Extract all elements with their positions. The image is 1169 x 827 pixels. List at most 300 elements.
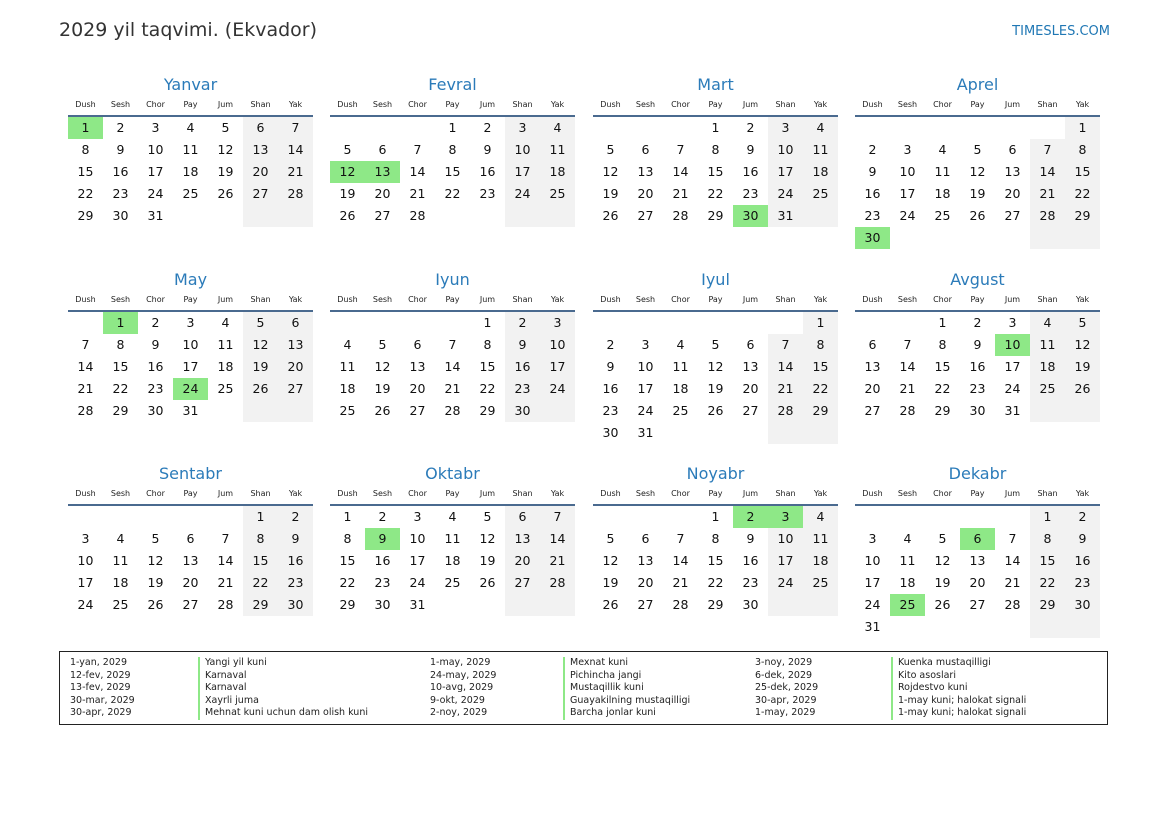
day-cell: 23 <box>479 186 496 201</box>
day-cell: 22 <box>803 378 838 400</box>
day-cell: 4 <box>540 117 575 139</box>
holiday-day-cell: 2 <box>733 506 768 528</box>
empty-cell <box>995 616 1030 638</box>
weekday-header <box>68 97 313 117</box>
empty-cell <box>68 506 103 528</box>
day-cell: 23 <box>969 381 986 396</box>
day-cell: 15 <box>707 553 724 568</box>
day-cell: 10 <box>540 334 575 356</box>
month-name: Oktabr <box>425 464 480 483</box>
legend-holiday-name: Xayrli juma <box>205 694 259 706</box>
empty-cell <box>925 117 960 139</box>
day-cell: 19 <box>479 553 496 568</box>
day-cell: 13 <box>278 334 313 356</box>
day-cell: 25 <box>1030 378 1065 400</box>
day-cell: 11 <box>899 553 916 568</box>
day-cell: 27 <box>742 403 759 418</box>
empty-cell <box>768 312 803 334</box>
weekday-label: Jum <box>479 489 496 498</box>
legend-holiday-name: 1-may kuni; halokat signali <box>898 707 1027 718</box>
day-cell: 30 <box>969 403 986 418</box>
day-cell: 25 <box>540 183 575 205</box>
empty-cell <box>663 312 698 334</box>
month-aprel <box>855 74 1100 249</box>
day-cell: 25 <box>803 572 838 594</box>
weekday-header <box>68 486 313 506</box>
day-cell: 30 <box>505 400 540 422</box>
day-cell: 9 <box>973 337 982 352</box>
empty-cell <box>960 616 995 638</box>
day-cell: 24 <box>768 183 803 205</box>
weekday-label: Jum <box>742 100 759 109</box>
day-cell: 13 <box>969 553 986 568</box>
day-cell: 8 <box>116 337 125 352</box>
day-cell: 19 <box>374 381 391 396</box>
day-cell: 4 <box>221 315 230 330</box>
day-cell: 31 <box>637 425 654 440</box>
weekday-label: Yak <box>288 489 303 498</box>
month-mart <box>593 74 838 227</box>
day-cell: 24 <box>637 403 654 418</box>
weekday-label: Dush <box>337 295 358 304</box>
empty-cell <box>628 312 663 334</box>
holiday-day-cell: 30 <box>855 227 890 249</box>
day-cell: 2 <box>746 120 755 135</box>
weekday-label: Yak <box>1075 489 1090 498</box>
day-cell: 16 <box>374 553 391 568</box>
weekday-label: Jum <box>1004 100 1021 109</box>
legend-holiday-name: Barcha jonlar kuni <box>570 707 656 718</box>
day-cell: 29 <box>1065 205 1100 227</box>
day-cell: 12 <box>479 531 496 546</box>
weekday-label: Jum <box>479 100 496 109</box>
day-cell: 18 <box>182 164 199 179</box>
day-cell: 28 <box>1030 205 1065 227</box>
day-cell: 14 <box>672 164 689 179</box>
holiday-day-cell: 24 <box>173 378 208 400</box>
weekday-label: Pay <box>183 489 198 498</box>
weekday-label: Sesh <box>372 489 393 498</box>
day-cell: 28 <box>768 400 803 422</box>
day-cell: 25 <box>803 183 838 205</box>
legend-holiday-name: Guayakilning mustaqilligi <box>570 694 691 706</box>
weekday-label: Chor <box>933 489 952 498</box>
day-cell: 1 <box>243 506 278 528</box>
day-grid <box>68 506 313 616</box>
day-cell: 2 <box>1065 506 1100 528</box>
day-cell: 9 <box>868 164 877 179</box>
day-cell: 21 <box>1004 575 1021 590</box>
holiday-day-cell: 10 <box>995 334 1030 356</box>
empty-cell <box>995 506 1030 528</box>
weekday-label: Shan <box>250 295 271 304</box>
day-cell: 11 <box>217 337 234 352</box>
month-avgust <box>855 269 1100 422</box>
day-cell: 29 <box>243 594 278 616</box>
holiday-day-cell: 13 <box>365 161 400 183</box>
empty-cell <box>733 422 768 444</box>
empty-cell <box>593 312 628 334</box>
day-cell: 26 <box>217 186 234 201</box>
legend-date-column <box>70 657 135 720</box>
day-cell: 19 <box>147 575 164 590</box>
weekday-label: Yak <box>1075 295 1090 304</box>
day-cell: 2 <box>505 312 540 334</box>
day-grid <box>593 117 838 227</box>
day-cell: 18 <box>1030 356 1065 378</box>
empty-cell <box>540 400 575 422</box>
day-cell: 18 <box>899 575 916 590</box>
day-cell: 24 <box>147 186 164 201</box>
day-cell: 15 <box>707 164 724 179</box>
weekday-label: Shan <box>775 295 796 304</box>
day-cell: 8 <box>483 337 492 352</box>
day-cell: 7 <box>448 337 457 352</box>
empty-cell <box>663 506 698 528</box>
month-may <box>68 269 313 422</box>
empty-cell <box>1030 227 1065 249</box>
day-cell: 12 <box>374 359 391 374</box>
day-cell: 26 <box>707 403 724 418</box>
legend-date: 1-may, 2029 <box>755 707 816 718</box>
day-cell: 17 <box>637 381 654 396</box>
weekday-label: Shan <box>775 489 796 498</box>
day-cell: 11 <box>182 142 199 157</box>
day-cell: 5 <box>973 142 982 157</box>
empty-cell <box>435 312 470 334</box>
day-cell: 6 <box>378 142 387 157</box>
day-cell: 14 <box>1030 161 1065 183</box>
day-cell: 12 <box>602 553 619 568</box>
day-cell: 16 <box>505 356 540 378</box>
day-cell: 20 <box>243 161 278 183</box>
day-cell: 20 <box>1004 186 1021 201</box>
day-cell: 22 <box>444 186 461 201</box>
day-cell: 27 <box>864 403 881 418</box>
day-cell: 15 <box>444 164 461 179</box>
weekday-label: Dush <box>862 295 883 304</box>
day-cell: 30 <box>374 597 391 612</box>
weekday-header <box>330 97 575 117</box>
day-cell: 17 <box>768 161 803 183</box>
day-cell: 30 <box>1065 594 1100 616</box>
day-cell: 21 <box>672 186 689 201</box>
weekday-header <box>68 292 313 312</box>
day-cell: 26 <box>147 597 164 612</box>
empty-cell <box>470 594 505 616</box>
day-cell: 29 <box>77 208 94 223</box>
day-cell: 17 <box>1004 359 1021 374</box>
weekday-label: Shan <box>1037 295 1058 304</box>
weekday-label: Yak <box>288 100 303 109</box>
day-cell: 24 <box>1004 381 1021 396</box>
day-cell: 27 <box>969 597 986 612</box>
day-cell: 28 <box>1004 597 1021 612</box>
weekday-label: Sesh <box>635 295 656 304</box>
day-cell: 4 <box>803 117 838 139</box>
weekday-label: Sesh <box>372 100 393 109</box>
day-cell: 2 <box>278 506 313 528</box>
day-cell: 1 <box>343 509 352 524</box>
day-grid <box>330 312 575 422</box>
day-cell: 28 <box>278 183 313 205</box>
weekday-label: Pay <box>970 489 985 498</box>
empty-cell <box>505 594 540 616</box>
day-cell: 22 <box>339 575 356 590</box>
day-cell: 24 <box>505 183 540 205</box>
day-cell: 15 <box>803 356 838 378</box>
empty-cell <box>890 506 925 528</box>
legend-date-column <box>430 657 496 720</box>
weekday-label: Jum <box>1004 489 1021 498</box>
day-cell: 25 <box>934 208 951 223</box>
day-cell: 6 <box>505 506 540 528</box>
day-cell: 29 <box>934 403 951 418</box>
day-cell: 13 <box>243 139 278 161</box>
weekday-label: Chor <box>408 295 427 304</box>
day-cell: 19 <box>339 186 356 201</box>
day-cell: 22 <box>934 381 951 396</box>
empty-cell <box>628 117 663 139</box>
day-cell: 14 <box>278 139 313 161</box>
empty-cell <box>400 312 435 334</box>
legend-date: 6-dek, 2029 <box>755 669 813 681</box>
day-cell: 26 <box>602 597 619 612</box>
holiday-day-cell: 25 <box>890 594 925 616</box>
day-cell: 12 <box>147 553 164 568</box>
weekday-label: Dush <box>600 489 621 498</box>
legend-holiday-marker <box>891 657 893 720</box>
weekday-header <box>593 486 838 506</box>
day-cell: 17 <box>768 550 803 572</box>
day-cell: 9 <box>278 528 313 550</box>
day-cell: 6 <box>641 142 650 157</box>
day-cell: 23 <box>505 378 540 400</box>
legend-date: 3-noy, 2029 <box>755 657 813 668</box>
weekday-label: Pay <box>445 295 460 304</box>
legend-date: 24-may, 2029 <box>430 669 497 681</box>
legend-date: 30-apr, 2029 <box>70 707 132 718</box>
empty-cell <box>698 312 733 334</box>
day-cell: 11 <box>934 164 951 179</box>
day-cell: 19 <box>934 575 951 590</box>
legend-holiday-name: Karnaval <box>205 669 247 681</box>
empty-cell <box>278 400 313 422</box>
weekday-label: Pay <box>445 489 460 498</box>
month-yanvar <box>68 74 313 227</box>
day-cell: 4 <box>343 337 352 352</box>
legend-holiday-name: Kuenka mustaqilligi <box>898 657 991 668</box>
empty-cell <box>470 205 505 227</box>
day-cell: 29 <box>803 400 838 422</box>
weekday-label: Shan <box>512 489 533 498</box>
weekday-label: Shan <box>512 295 533 304</box>
weekday-label: Dush <box>600 295 621 304</box>
weekday-label: Yak <box>550 295 565 304</box>
day-cell: 6 <box>1008 142 1017 157</box>
day-cell: 16 <box>479 164 496 179</box>
day-cell: 17 <box>540 356 575 378</box>
holiday-day-cell: 1 <box>68 117 103 139</box>
day-cell: 24 <box>409 575 426 590</box>
weekday-label: Sesh <box>897 489 918 498</box>
day-cell: 10 <box>182 337 199 352</box>
day-cell: 10 <box>768 139 803 161</box>
day-cell: 27 <box>505 572 540 594</box>
weekday-label: Chor <box>933 295 952 304</box>
day-cell: 2 <box>868 142 877 157</box>
day-cell: 23 <box>602 403 619 418</box>
day-cell: 2 <box>116 120 125 135</box>
empty-cell <box>278 205 313 227</box>
day-cell: 11 <box>339 359 356 374</box>
day-cell: 17 <box>899 186 916 201</box>
day-cell: 20 <box>742 381 759 396</box>
day-cell: 17 <box>864 575 881 590</box>
day-cell: 5 <box>243 312 278 334</box>
month-name: Iyun <box>435 270 470 289</box>
weekday-header <box>855 97 1100 117</box>
day-cell: 28 <box>672 208 689 223</box>
day-cell: 12 <box>602 164 619 179</box>
day-cell: 29 <box>707 597 724 612</box>
site-link[interactable]: TIMESLES.COM <box>1012 24 1110 39</box>
day-cell: 10 <box>77 553 94 568</box>
day-cell: 15 <box>243 550 278 572</box>
day-grid <box>330 117 575 227</box>
day-cell: 16 <box>864 186 881 201</box>
day-cell: 13 <box>409 359 426 374</box>
day-cell: 9 <box>116 142 125 157</box>
weekday-label: Dush <box>862 100 883 109</box>
day-cell: 28 <box>899 403 916 418</box>
day-cell: 2 <box>483 120 492 135</box>
day-cell: 17 <box>505 161 540 183</box>
weekday-header <box>593 97 838 117</box>
weekday-label: Pay <box>708 295 723 304</box>
empty-cell <box>1065 616 1100 638</box>
day-cell: 6 <box>641 531 650 546</box>
month-iyul <box>593 269 838 444</box>
day-cell: 25 <box>182 186 199 201</box>
day-cell: 17 <box>409 553 426 568</box>
legend-holiday-name: Mustaqillik kuni <box>570 682 644 693</box>
day-cell: 10 <box>147 142 164 157</box>
empty-cell <box>435 594 470 616</box>
day-cell: 17 <box>77 575 94 590</box>
day-cell: 15 <box>479 359 496 374</box>
weekday-header <box>330 486 575 506</box>
day-cell: 22 <box>479 381 496 396</box>
day-cell: 30 <box>742 597 759 612</box>
day-cell: 7 <box>768 334 803 356</box>
weekday-label: Yak <box>813 295 828 304</box>
legend-date: 9-okt, 2029 <box>430 694 485 706</box>
legend-holiday-name: Mehnat kuni uchun dam olish kuni <box>205 707 368 718</box>
day-cell: 7 <box>676 142 685 157</box>
day-cell: 23 <box>742 575 759 590</box>
legend-holiday-name: Mexnat kuni <box>570 657 628 668</box>
month-fevral <box>330 74 575 227</box>
day-cell: 8 <box>1030 528 1065 550</box>
day-cell: 29 <box>479 403 496 418</box>
day-cell: 2 <box>378 509 387 524</box>
day-cell: 14 <box>540 528 575 550</box>
empty-cell <box>1065 400 1100 422</box>
empty-cell <box>995 227 1030 249</box>
empty-cell <box>1030 616 1065 638</box>
empty-cell <box>663 422 698 444</box>
weekday-label: Chor <box>671 100 690 109</box>
day-cell: 31 <box>864 619 881 634</box>
day-cell: 19 <box>602 186 619 201</box>
day-cell: 18 <box>672 381 689 396</box>
month-name: Sentabr <box>159 464 222 483</box>
day-cell: 16 <box>1065 550 1100 572</box>
weekday-label: Dush <box>75 489 96 498</box>
empty-cell <box>855 312 890 334</box>
day-cell: 13 <box>637 553 654 568</box>
day-cell: 1 <box>938 315 947 330</box>
weekday-header <box>855 292 1100 312</box>
day-cell: 22 <box>112 381 129 396</box>
day-cell: 22 <box>1030 572 1065 594</box>
weekday-label: Sesh <box>110 295 131 304</box>
day-cell: 8 <box>448 142 457 157</box>
day-cell: 27 <box>278 378 313 400</box>
day-cell: 29 <box>339 597 356 612</box>
day-cell: 8 <box>711 142 720 157</box>
day-cell: 12 <box>243 334 278 356</box>
month-noyabr <box>593 463 838 616</box>
day-cell: 1 <box>483 315 492 330</box>
day-cell: 21 <box>1030 183 1065 205</box>
day-cell: 18 <box>803 550 838 572</box>
day-cell: 26 <box>602 208 619 223</box>
legend-name-column <box>570 657 690 720</box>
day-cell: 5 <box>711 337 720 352</box>
empty-cell <box>960 506 995 528</box>
day-cell: 14 <box>444 359 461 374</box>
day-grid <box>593 506 838 616</box>
day-cell: 17 <box>182 359 199 374</box>
day-cell: 7 <box>413 142 422 157</box>
day-cell: 31 <box>182 403 199 418</box>
day-cell: 25 <box>217 381 234 396</box>
day-cell: 19 <box>1065 356 1100 378</box>
day-cell: 18 <box>540 161 575 183</box>
day-cell: 7 <box>221 531 230 546</box>
weekday-label: Dush <box>600 100 621 109</box>
day-cell: 30 <box>602 425 619 440</box>
day-cell: 8 <box>81 142 90 157</box>
empty-cell <box>960 117 995 139</box>
day-grid <box>593 312 838 444</box>
day-cell: 24 <box>864 597 881 612</box>
day-cell: 4 <box>116 531 125 546</box>
weekday-label: Pay <box>970 295 985 304</box>
empty-cell <box>208 506 243 528</box>
day-cell: 12 <box>969 164 986 179</box>
weekday-label: Yak <box>550 489 565 498</box>
month-name: Avgust <box>950 270 1005 289</box>
day-cell: 23 <box>374 575 391 590</box>
empty-cell <box>365 117 400 139</box>
day-cell: 16 <box>602 381 619 396</box>
weekday-label: Yak <box>288 295 303 304</box>
month-name: Fevral <box>428 75 477 94</box>
day-cell: 20 <box>864 381 881 396</box>
